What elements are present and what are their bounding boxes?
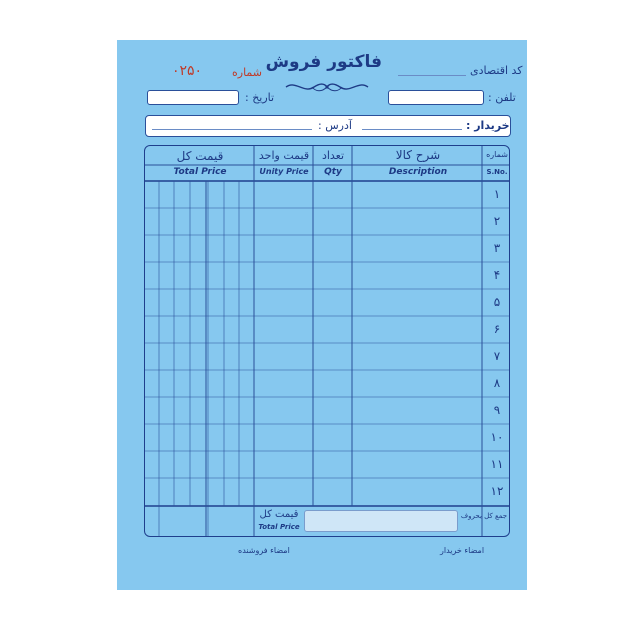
serial-label: شماره bbox=[232, 66, 263, 79]
row-number: ۹ bbox=[493, 403, 501, 417]
col-qty-fa: تعداد bbox=[321, 149, 345, 162]
row-number: ۸ bbox=[493, 376, 501, 390]
col-total-price-en: Total Price bbox=[173, 167, 227, 177]
phone-label: تلفن : bbox=[488, 91, 516, 104]
row-number: ۵ bbox=[493, 295, 501, 309]
buyer-label: خریدار : bbox=[466, 119, 510, 132]
row-number: ۱ bbox=[493, 187, 501, 201]
col-description-en: Description bbox=[388, 167, 448, 177]
row-number: ۱۰ bbox=[490, 430, 504, 444]
row-number: ۲ bbox=[493, 214, 501, 228]
col-unit-price-en: Unity Price bbox=[259, 167, 309, 176]
row-number: ۶ bbox=[493, 322, 501, 336]
total-in-words-label: جمع کل بحروف bbox=[460, 512, 508, 520]
economic-code-label: کد اقتصادی bbox=[470, 64, 523, 77]
invoice-title: فاکتور فروش bbox=[265, 52, 382, 72]
address-label: آدرس : bbox=[318, 119, 352, 132]
date-label: تاریخ : bbox=[245, 91, 275, 104]
footer-total-fa: قیمت کل bbox=[259, 509, 299, 520]
col-total-price-fa: قیمت کل bbox=[176, 149, 224, 163]
row-number: ۱۲ bbox=[490, 484, 504, 498]
row-number: ۷ bbox=[493, 349, 501, 363]
col-number-fa: شماره bbox=[486, 150, 508, 159]
buyer-signature-label: امضاء خریدار bbox=[440, 546, 485, 555]
row-number: ۱۱ bbox=[490, 457, 504, 471]
footer-total-en: Total Price bbox=[258, 523, 300, 531]
row-number: ۴ bbox=[493, 268, 501, 282]
col-number-en: S.No. bbox=[486, 168, 508, 176]
col-qty-en: Qty bbox=[324, 167, 342, 177]
col-unit-price-fa: قیمت واحد bbox=[258, 149, 310, 162]
col-description-fa: شرح کالا bbox=[395, 148, 441, 162]
row-number: ۳ bbox=[493, 241, 501, 255]
seller-signature-label: امضاء فروشنده bbox=[238, 546, 290, 555]
serial-number: ۰۲۵۰ bbox=[172, 63, 203, 79]
total-in-words-field[interactable] bbox=[304, 510, 458, 532]
